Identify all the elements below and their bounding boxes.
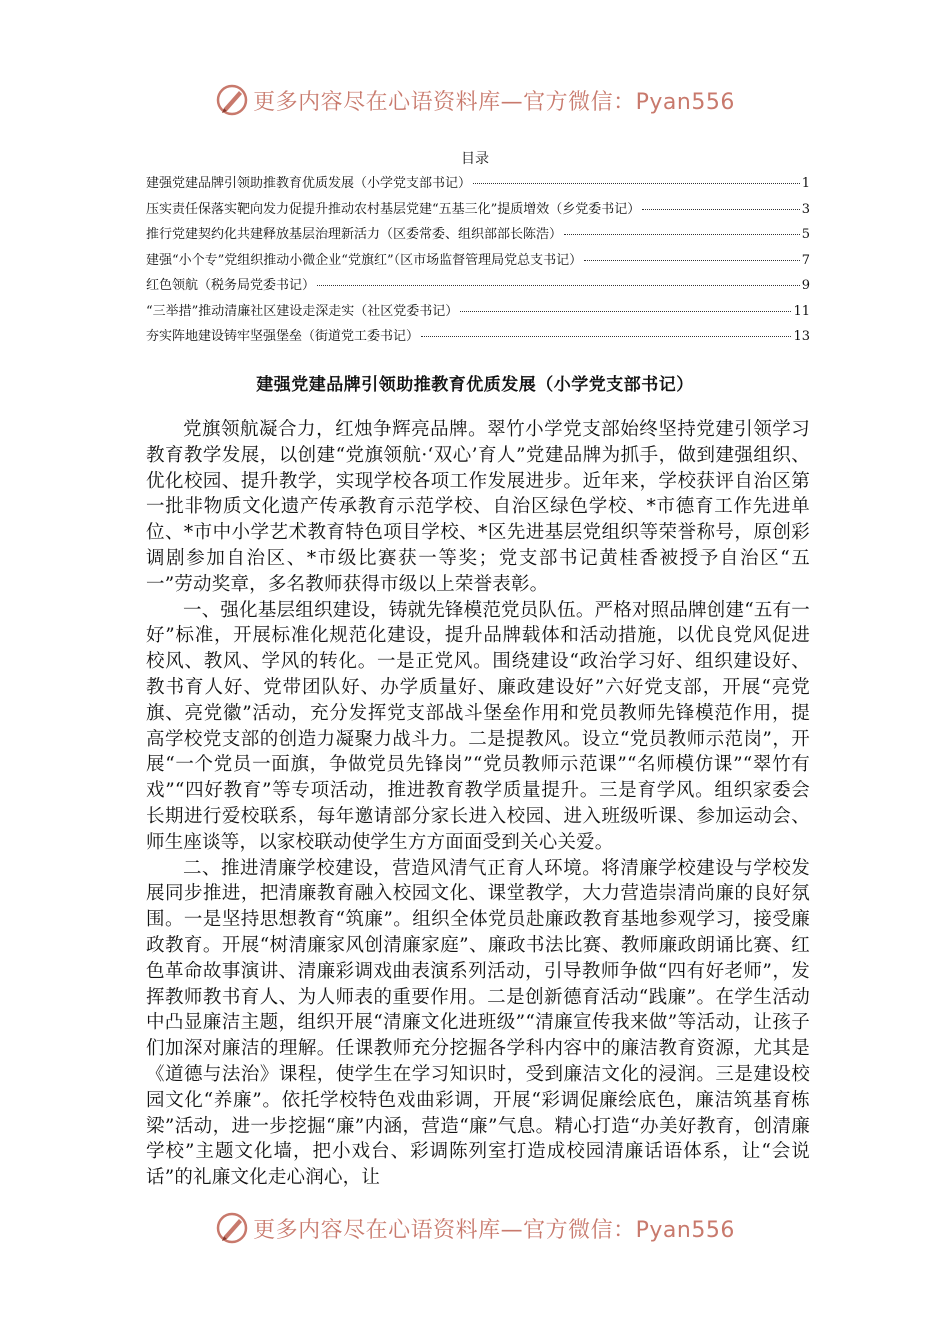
toc-leader-dots [460, 311, 791, 312]
toc-entry-title: 压实责任保落实靶向发力促提升推动农村基层党建“五基三化”提质增效（乡党委书记） [146, 201, 641, 217]
toc-leader-dots [584, 260, 800, 261]
toc-entry[interactable] [146, 300, 810, 326]
pen-logo-icon [215, 1211, 249, 1245]
body-paragraph: 党旗领航凝合力，红烛争辉亮品牌。翠竹小学党支部始终坚持党建引领学习教育教学发展，以创建“党旗领航·‘双心’育人”党建品牌为抓手，做到建强组织、优化校园、提升教学，实现学校各项工作发展进步。近年来，学校获评自治区第一批非物质文化遗产传承教育示范学校、自治区绿色学校、*市德育工作先进单位、*市中小学艺术教育特色项目学校、*区先进基层党组织等荣誉称号，原创彩调剧参加自治区、*市级比赛获一等奖；党支部书记黄桂香被授予自治区“五一”劳动奖章，多名教师获得市级以上荣誉表彰。 [146, 419, 810, 595]
toc-leader-dots [317, 285, 800, 286]
article-body [146, 417, 810, 1191]
toc-title: 目录 [461, 151, 489, 167]
body-paragraph: 一、强化基层组织建设，铸就先锋模范党员队伍。严格对照品牌创建“五有一好”标准，开展标准化规范化建设，提升品牌载体和活动措施，以优良党风促进校风、教风、学风的转化。一是正党风。围绕建设“政治学习好、组织建设好、教书育人好、党带团队好、办学质量好、廉政建设好”六好党支部，开展“亮党旗、亮党徽”活动，充分发挥党支部战斗堡垒作用和党员教师先锋模范作用，提高学校党支部的创造力凝聚力战斗力。二是提教风。设立“党员教师示范岗”，开展“一个党员一面旗，争做党员先锋岗”“党员教师示范课”“名师模仿课”“翠竹有戏”“四好教育”等专项活动，推进教育教学质量提升。三是育学风。组织家委会长期进行爱校联系，每年邀请部分家长进入校园、进入班级听课、参加运动会、师生座谈等，以家校联动使学生方方面面受到关心关爱。 [146, 599, 810, 853]
toc-entry[interactable] [146, 325, 810, 351]
watermark-text: 更多内容尽在心语资料库—官方微信：Pyan556 [253, 89, 735, 115]
toc-entry[interactable] [146, 198, 810, 224]
toc-entry-title: 红色领航（税务局党委书记） [146, 278, 316, 293]
watermark-banner-bottom [0, 1208, 950, 1248]
toc-entry-page: 7 [801, 252, 810, 268]
toc-leader-dots [473, 183, 800, 184]
toc-entry-page: 1 [801, 176, 810, 191]
table-of-contents [146, 172, 810, 351]
toc-entry-title: 建强“小个专”党组织推动小微企业“党旗红”（区市场监督管理局党总支书记） [146, 252, 583, 268]
body-paragraph: 二、推进清廉学校建设，营造风清气正育人环境。将清廉学校建设与学校发展同步推进，把清廉教育融入校园文化、课堂教学，大力营造崇清尚廉的良好氛围。一是坚持思想教育“筑廉”。组织全体党员赴廉政教育基地参观学习，接受廉政教育。开展“树清廉家风创清廉家庭”、廉政书法比赛、教师廉政朗诵比赛、红色革命故事演讲、清廉彩调戏曲表演系列活动，引导教师争做“四有好老师”，发挥教师教书育人、为人师表的重要作用。二是创新德育活动“践廉”。在学生活动中凸显廉洁主题，组织开展“清廉文化进班级”“清廉宣传我来做”等活动，让孩子们加深对廉洁的理解。任课教师充分挖掘各学科内容中的廉洁教育资源，尤其是《道德与法治》课程，使学生在学习知识时，受到廉洁文化的浸润。三是建设校园文化“养廉”。依托学校特色戏曲彩调，开展“彩调促廉绘底色，廉洁筑基育栋梁”活动，进一步挖掘“廉”内涵，营造“廉”气息。精心打造“办美好教育，创清廉学校”主题文化墙，把小戏台、彩调陈列室打造成校园清廉话语体系，让“会说话”的礼廉文化走心润心，让 [146, 857, 810, 1189]
toc-entry[interactable] [146, 172, 810, 198]
watermark-banner-top [0, 80, 950, 120]
toc-entry[interactable] [146, 249, 810, 275]
toc-entry-title: 建强党建品牌引领助推教育优质发展（小学党支部书记） [146, 176, 472, 191]
toc-entry-page: 3 [801, 201, 810, 217]
toc-leader-dots [564, 234, 800, 235]
toc-entry[interactable] [146, 223, 810, 249]
pen-logo-icon [215, 83, 249, 117]
toc-entry-title: “三举措”推动清廉社区建设走深走实（社区党委书记） [146, 303, 459, 319]
toc-entry-page: 11 [793, 303, 810, 319]
toc-leader-dots [421, 336, 791, 337]
toc-entry[interactable] [146, 274, 810, 300]
toc-entry-page: 13 [793, 329, 810, 344]
toc-leader-dots [642, 209, 799, 210]
article-heading: 建强党建品牌引领助推教育优质发展（小学党支部书记） [256, 375, 694, 395]
toc-entry-title: 推行党建契约化共建释放基层治理新活力（区委常委、组织部部长陈浩） [146, 227, 563, 242]
toc-entry-page: 9 [801, 278, 810, 293]
toc-entry-page: 5 [801, 227, 810, 242]
toc-entry-title: 夯实阵地建设铸牢坚强堡垒（街道党工委书记） [146, 329, 420, 344]
watermark-text: 更多内容尽在心语资料库—官方微信：Pyan556 [253, 1217, 735, 1243]
